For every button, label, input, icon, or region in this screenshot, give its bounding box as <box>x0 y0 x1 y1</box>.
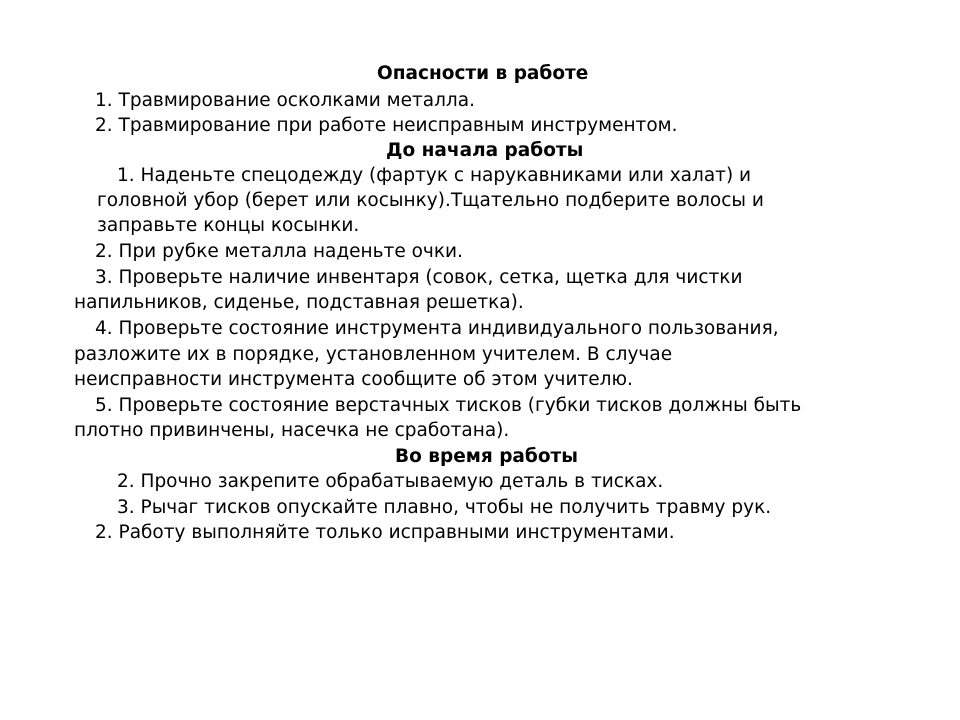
text-line: заправьте концы косынки. <box>97 215 360 236</box>
text-line: 4. Проверьте состояние инструмента индивидуального пользования, <box>95 318 779 339</box>
text-line: головной убор (берет или косынку).Тщательно подберите волосы и <box>97 190 764 211</box>
text-line: 3. Проверьте наличие инвентаря (совок, сетка, щетка для чистки <box>95 267 743 288</box>
text-line: 2. Травмирование при работе неисправным инструментом. <box>95 115 678 136</box>
heading-during-work: Во время работы <box>395 446 578 467</box>
heading-before-work: До начала работы <box>386 140 584 161</box>
text-line: плотно привинчены, насечка не сработана). <box>74 420 510 441</box>
text-line: 3. Рычаг тисков опускайте плавно, чтобы не получить травму рук. <box>117 497 772 518</box>
text-line: 1. Наденьте спецодежду (фартук с нарукавниками или халат) и <box>117 165 752 186</box>
text-line: неисправности инструмента сообщите об этом учителю. <box>74 369 633 390</box>
text-line: 2. Прочно закрепите обрабатываемую деталь в тисках. <box>117 471 664 492</box>
heading-dangers: Опасности в работе <box>377 63 589 84</box>
text-line: 1. Травмирование осколками металла. <box>95 90 475 111</box>
text-line: 5. Проверьте состояние верстачных тисков (губки тисков должны быть <box>95 395 802 416</box>
text-line: 2. Работу выполняйте только исправными инструментами. <box>95 522 675 543</box>
text-line: разложите их в порядке, установленном учителем. В случае <box>74 344 673 365</box>
text-line: 2. При рубке металла наденьте очки. <box>95 241 463 262</box>
text-line: напильников, сиденье, подставная решетка). <box>74 292 524 313</box>
